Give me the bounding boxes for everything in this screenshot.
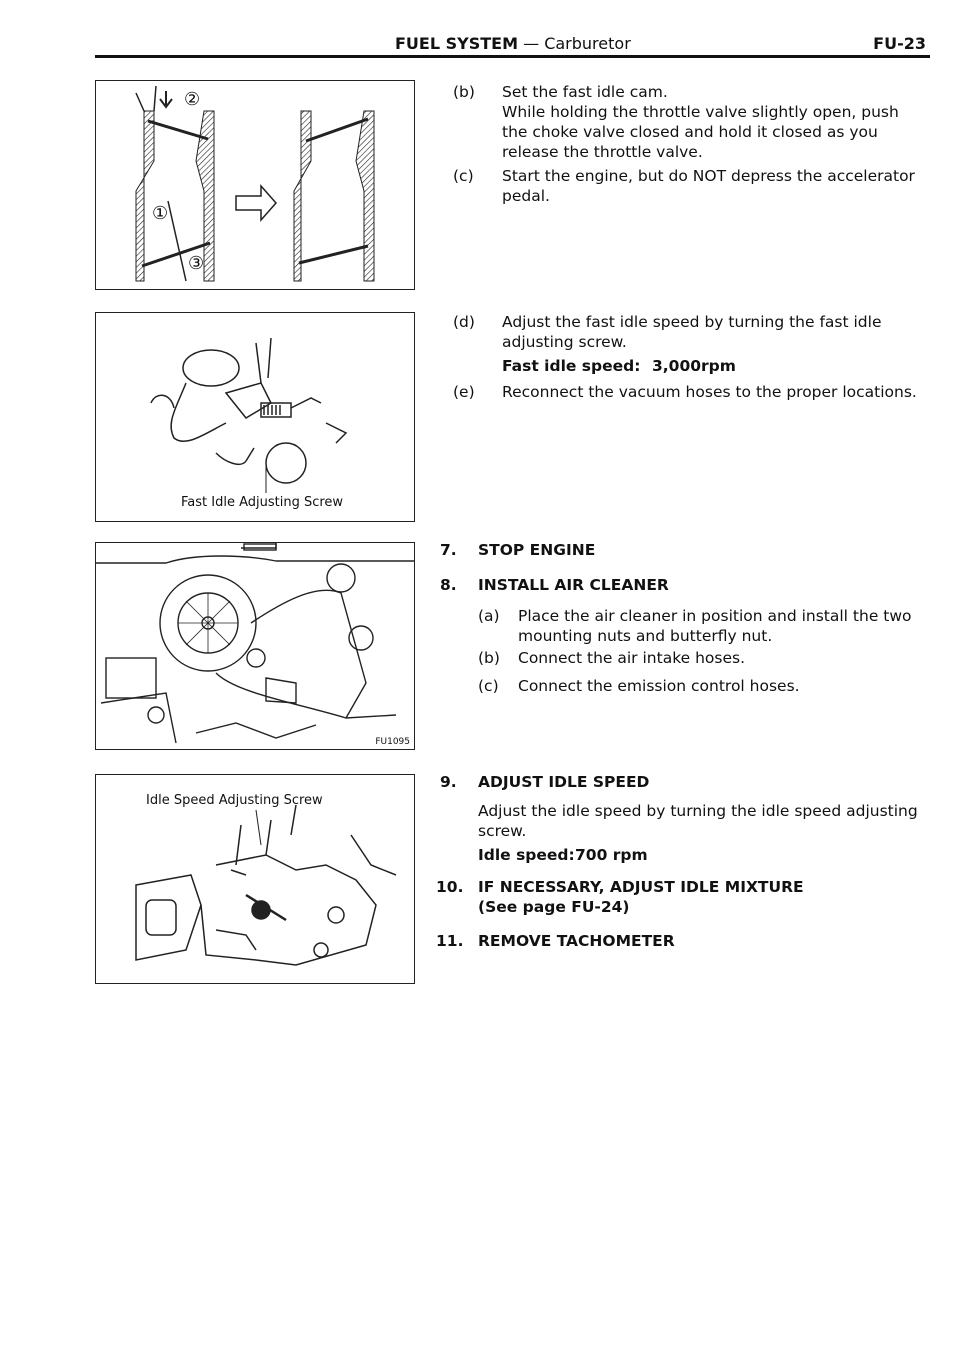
round-part: [266, 443, 306, 483]
step-7-title: STOP ENGINE: [478, 541, 596, 559]
figure-code: FU1095: [375, 737, 410, 747]
step-c-label: (c): [453, 167, 474, 185]
step-b-line1: Set the fast idle cam.: [502, 83, 668, 101]
bolt-hole: [314, 943, 328, 957]
battery-box: [106, 658, 156, 698]
carb-base: [201, 855, 376, 965]
step-c-line1: Start the engine, but do NOT depress the accelerator: [502, 167, 915, 185]
step-8c-label: (c): [478, 677, 499, 695]
header-dash: —: [523, 34, 540, 53]
choke-valve-plate: [148, 121, 208, 139]
fast-idle-illustration: [96, 313, 414, 521]
hand-icon: [136, 86, 156, 111]
hose-curve: [171, 383, 226, 441]
linkage-rods: [256, 338, 271, 383]
step-d-line1: Adjust the fast idle speed by turning the fast idle: [502, 313, 882, 331]
lower-lever: [216, 448, 254, 464]
step-7-number: 7.: [440, 541, 457, 559]
top-marker: [244, 544, 276, 550]
step-c-line2: pedal.: [502, 187, 550, 205]
callout-1: ①: [152, 203, 169, 224]
canister-side: [349, 626, 373, 650]
figure-fast-idle-screw: [95, 312, 415, 522]
oil-cap: [247, 649, 265, 667]
step-8b-line1: Connect the air intake hoses.: [518, 649, 745, 667]
step-8-number: 8.: [440, 576, 457, 594]
hose-loop: [251, 590, 366, 718]
throttle-valve-plate-open: [299, 246, 368, 263]
step-b-line3: the choke valve closed and hold it closed as you: [502, 123, 878, 141]
step-9-line1: Adjust the idle speed by turning the idle speed adjusting: [478, 802, 918, 820]
right-boss: [328, 907, 344, 923]
header-rule: [95, 55, 930, 58]
step-e-label: (e): [453, 383, 475, 401]
step-8a-line2: mounting nuts and butterfly nut.: [518, 627, 773, 645]
step-b-line4: release the throttle valve.: [502, 143, 703, 161]
step-8c-line1: Connect the emission control hoses.: [518, 677, 800, 695]
left-barrel-wall-left: [136, 111, 154, 281]
header-section: FUEL SYSTEM: [395, 34, 519, 53]
callout-3: ③: [188, 253, 205, 274]
choke-valve-plate-closed: [306, 119, 368, 141]
step-d-line2: adjusting screw.: [502, 333, 627, 351]
figure-valve-diagram: [95, 80, 415, 290]
arrow-right-icon: [236, 186, 276, 220]
valve-diagram-svg: [96, 81, 414, 289]
reservoir: [148, 707, 164, 723]
figure-air-cleaner: [95, 542, 415, 750]
step-d-label: (d): [453, 313, 475, 331]
idle-spec-label: Idle speed:: [478, 846, 575, 864]
page-number: FU-23: [873, 34, 926, 53]
step-b-label: (b): [453, 83, 475, 101]
idle-spec-value: 700 rpm: [575, 846, 648, 864]
hood-line: [96, 556, 414, 563]
step-10-number: 10.: [436, 878, 464, 896]
step-8-title: INSTALL AIR CLEANER: [478, 576, 669, 594]
figure-idle-speed-screw: [95, 774, 415, 984]
canister-top: [327, 564, 355, 592]
step-8a-label: (a): [478, 607, 500, 625]
step-10-title: IF NECESSARY, ADJUST IDLE MIXTURE: [478, 878, 804, 896]
right-barrel-wall-left: [294, 111, 311, 281]
step-e-line1: Reconnect the vacuum hoses to the proper locations.: [502, 383, 917, 401]
page-header: [95, 30, 930, 60]
lower-hoses: [196, 723, 316, 738]
step-b-line2: While holding the throttle valve slightly open, push: [502, 103, 899, 121]
air-cleaner-illustration: [96, 543, 414, 749]
leader-line: [168, 201, 186, 281]
fast-idle-caption: Fast Idle Adjusting Screw: [181, 495, 344, 510]
bracket: [326, 423, 346, 443]
lid-ribs: [178, 593, 238, 653]
hook: [151, 395, 174, 408]
wiring-harness: [216, 673, 396, 718]
fast-idle-spec-value: 3,000rpm: [652, 357, 736, 375]
step-11-number: 11.: [436, 932, 464, 950]
step-9-number: 9.: [440, 773, 457, 791]
left-boss: [146, 900, 176, 935]
idle-speed-caption: Idle Speed Adjusting Screw: [146, 793, 323, 808]
frame-left: [101, 693, 176, 743]
carb-block: [266, 678, 296, 703]
fast-idle-spec-label: Fast idle speed:: [502, 357, 641, 375]
callout-2: ②: [184, 89, 201, 110]
header-title: [395, 34, 631, 53]
right-tab: [351, 835, 396, 875]
step-8a-line1: Place the air cleaner in position and install the two: [518, 607, 912, 625]
caption-leader: [256, 810, 261, 845]
push-arrow-icon: [160, 91, 172, 107]
step-9-title: ADJUST IDLE SPEED: [478, 773, 650, 791]
header-subsection: Carburetor: [544, 34, 631, 53]
step-9-line2: screw.: [478, 822, 527, 840]
step-8b-label: (b): [478, 649, 500, 667]
step-11-title: REMOVE TACHOMETER: [478, 932, 675, 950]
step-10-subtitle: (See page FU-24): [478, 898, 630, 916]
diaphragm-housing: [183, 350, 239, 386]
screw-tip: [291, 398, 321, 408]
right-barrel-wall-right: [356, 111, 374, 281]
lower-tab: [216, 930, 256, 950]
